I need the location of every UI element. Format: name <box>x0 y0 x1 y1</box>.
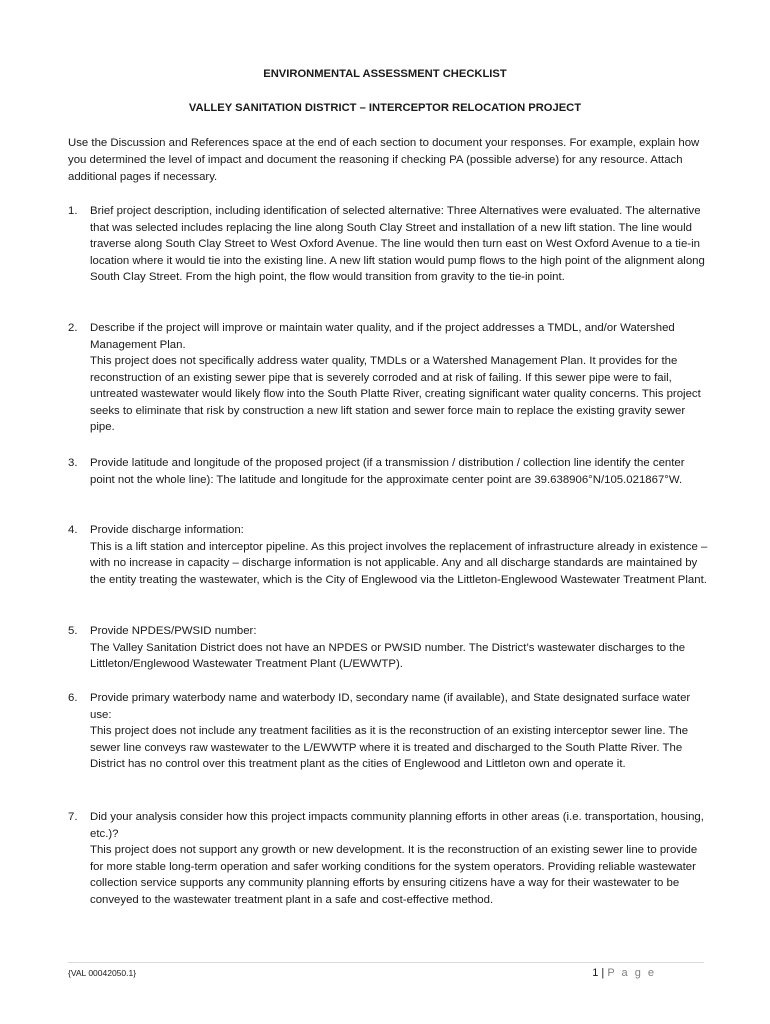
item-question: Provide NPDES/PWSID number: <box>90 625 257 637</box>
item-number: 3. <box>68 457 78 469</box>
page-footer <box>68 962 704 979</box>
checklist-item-1 <box>68 203 708 286</box>
checklist-item-3 <box>68 455 708 488</box>
item-question: Brief project description, including identification of selected alternative: Three Alternatives were evaluated. The alternative that was selected includes replacing the line along South Clay Street and installation of a new lift station. The line would traverse along South Clay Street to West Oxford Avenue. The line would then turn east on West Oxford Avenue to a tie-in location where it would tie into the existing line. A new lift station would pump flows to the high point of the alignment along South Clay Street. From the high point, the flow would transition from gravity to the tie-in point. <box>90 205 705 283</box>
item-number: 2. <box>68 322 78 334</box>
page-number <box>592 967 656 979</box>
item-answer: This project does not support any growth or new development. It is the reconstruction of an existing sewer line to provide for more stable long-term operation and safer working conditions for the system operators. Providing reliable wastewater collection service supports any community planning efforts by ensuring citizens have a way for their wastewater to be conveyed to the wastewater treatment plant in a safe and cost-effective method. <box>90 844 698 906</box>
checklist-item-2 <box>68 320 708 436</box>
project-title: VALLEY SANITATION DISTRICT – INTERCEPTOR RELOCATION PROJECT <box>188 102 582 114</box>
item-question: Provide primary waterbody name and waterbody ID, secondary name (if available), and State designated surface water use: <box>90 692 691 721</box>
item-answer: This project does not include any treatment facilities as it is the reconstruction of an existing interceptor sewer line. The sewer line conveys raw wastewater to the L/EWWTP where it is treated and discharged to the South Platte River. The District has no control over this treatment plant as the cities of Englewood and Littleton own and operate it. <box>90 725 689 770</box>
page-word: P a g e <box>607 967 656 979</box>
checklist-item-5 <box>68 623 708 673</box>
item-answer: This is a lift station and interceptor pipeline. As this project involves the replacement of infrastructure already in existence – with no increase in capacity – discharge information is not applicable. Any and all discharge standards are maintained by the entity treating the wastewater, which is the City of Englewood via the Littleton-Englewood Wastewater Treatment Plant. <box>90 540 708 586</box>
intro-paragraph: Use the Discussion and References space at the end of each section to document your responses. For example, explain how you determined the level of impact and document the reasoning if checking PA (possible adverse) for any resource. Attach additional pages if necessary. <box>68 137 700 183</box>
document-title: ENVIRONMENTAL ASSESSMENT CHECKLIST <box>263 68 507 80</box>
item-answer: The Valley Sanitation District does not have an NPDES or PWSID number. The District’s wastewater discharges to the Littleton/Englewood Wastewater Treatment Plant (L/EWWTP). <box>90 641 686 670</box>
checklist-item-6 <box>68 690 708 773</box>
item-number: 1. <box>68 205 78 217</box>
item-question: Did your analysis consider how this project impacts community planning efforts in other areas (i.e. transportation, housing, etc.)? <box>90 811 704 840</box>
item-number: 4. <box>68 524 78 536</box>
checklist-item-4 <box>68 522 708 588</box>
item-number: 7. <box>68 811 78 823</box>
item-answer: This project does not specifically address water quality, TMDLs or a Watershed Management Plan. It provides for the reconstruction of an existing sewer pipe that is severely corroded and at risk of failing. If this sewer pipe were to fail, untreated wastewater would likely flow into the South Platte River, creating significant water quality concerns. This project seeks to eliminate that risk by construction a new lift station and sewer force main to replace the existing gravity sewer pipe. <box>90 355 701 433</box>
document-reference: {VAL 00042050.1} <box>68 968 137 978</box>
item-question: Provide discharge information: <box>90 524 244 536</box>
item-number: 6. <box>68 692 78 704</box>
page-separator: | <box>601 967 605 979</box>
item-question: Describe if the project will improve or maintain water quality, and if the project addresses a TMDL, and/or Watershed Management Plan. <box>90 322 675 351</box>
page-number-value: 1 <box>592 967 599 979</box>
item-question: Provide latitude and longitude of the proposed project (if a transmission / distribution / collection line identify the center point not the whole line): The latitude and longitude for the approximate center point are 39.638906°N/105.021867°W. <box>90 457 685 486</box>
checklist-item-7 <box>68 809 708 908</box>
item-number: 5. <box>68 625 78 637</box>
